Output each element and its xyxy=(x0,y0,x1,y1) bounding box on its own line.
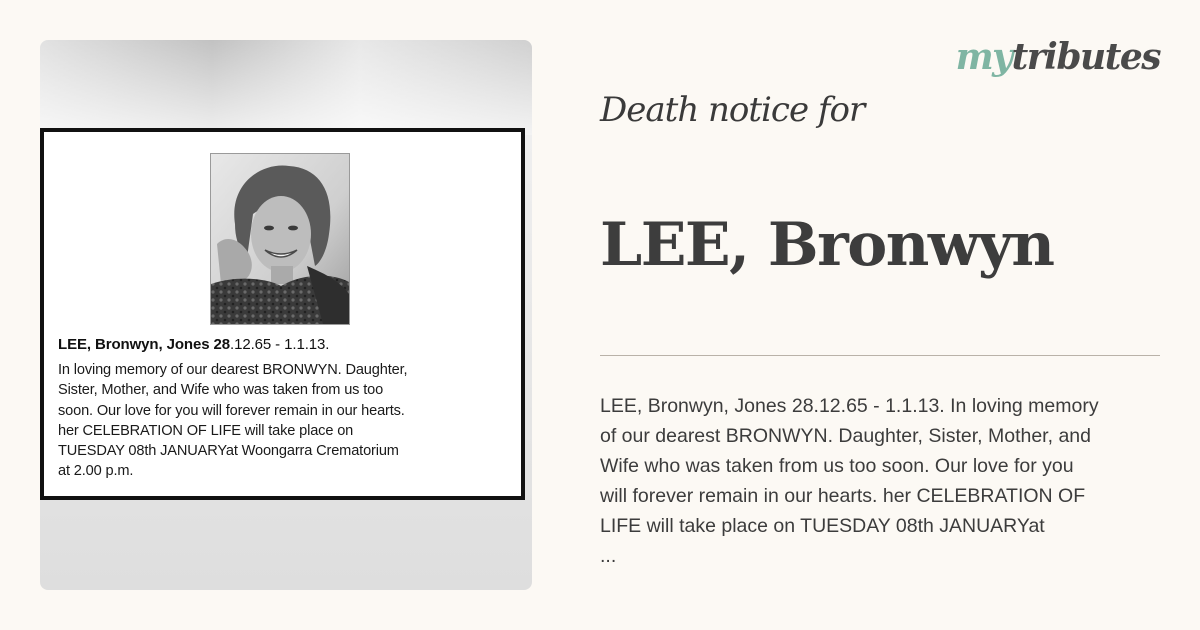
page-subtitle: Death notice for xyxy=(600,90,865,130)
deceased-name: LEE, Bronwyn xyxy=(600,210,1054,280)
excerpt-line: LEE, Bronwyn, Jones 28.12.65 - 1.1.13. In loving memory xyxy=(600,395,1099,417)
notice-excerpt xyxy=(600,391,1160,571)
card-shading xyxy=(40,40,532,135)
excerpt-line: LIFE will take place on TUESDAY 08th JANUARYat xyxy=(600,515,1045,537)
notice-line: soon. Our love for you will forever remain in our hearts. xyxy=(58,402,405,419)
excerpt-line: Wife who was taken from us too soon. Our love for you xyxy=(600,455,1074,477)
notice-body xyxy=(58,360,518,482)
notice-line: Sister, Mother, and Wife who was taken from us too xyxy=(58,382,384,399)
notice-heading-bold: LEE, Bronwyn, Jones 28 xyxy=(58,336,231,353)
divider xyxy=(600,355,1160,356)
logo-my: my xyxy=(955,36,1012,78)
portrait-photo-graphic xyxy=(211,154,349,324)
logo-tributes: tributes xyxy=(1011,36,1160,78)
notice-line: In loving memory of our dearest BRONWYN. Daughter, xyxy=(58,362,408,378)
newspaper-notice xyxy=(40,128,525,500)
notice-line: TUESDAY 08th JANUARYat Woongarra Crematorium xyxy=(58,443,399,460)
notice-heading xyxy=(58,336,329,353)
notice-line: at 2.00 p.m. xyxy=(58,463,134,480)
portrait-photo xyxy=(210,153,350,325)
excerpt-line: will forever remain in our hearts. her CELEBRATION OF xyxy=(600,485,1086,507)
notice-image-card xyxy=(40,40,532,590)
notice-line: her CELEBRATION OF LIFE will take place on xyxy=(58,422,354,439)
excerpt-ellipsis: ... xyxy=(600,545,617,567)
mytributes-logo[interactable] xyxy=(956,36,1160,78)
notice-heading-dates: .12.65 - 1.1.13. xyxy=(230,336,330,353)
excerpt-line: of our dearest BRONWYN. Daughter, Sister, Mother, and xyxy=(600,425,1091,447)
